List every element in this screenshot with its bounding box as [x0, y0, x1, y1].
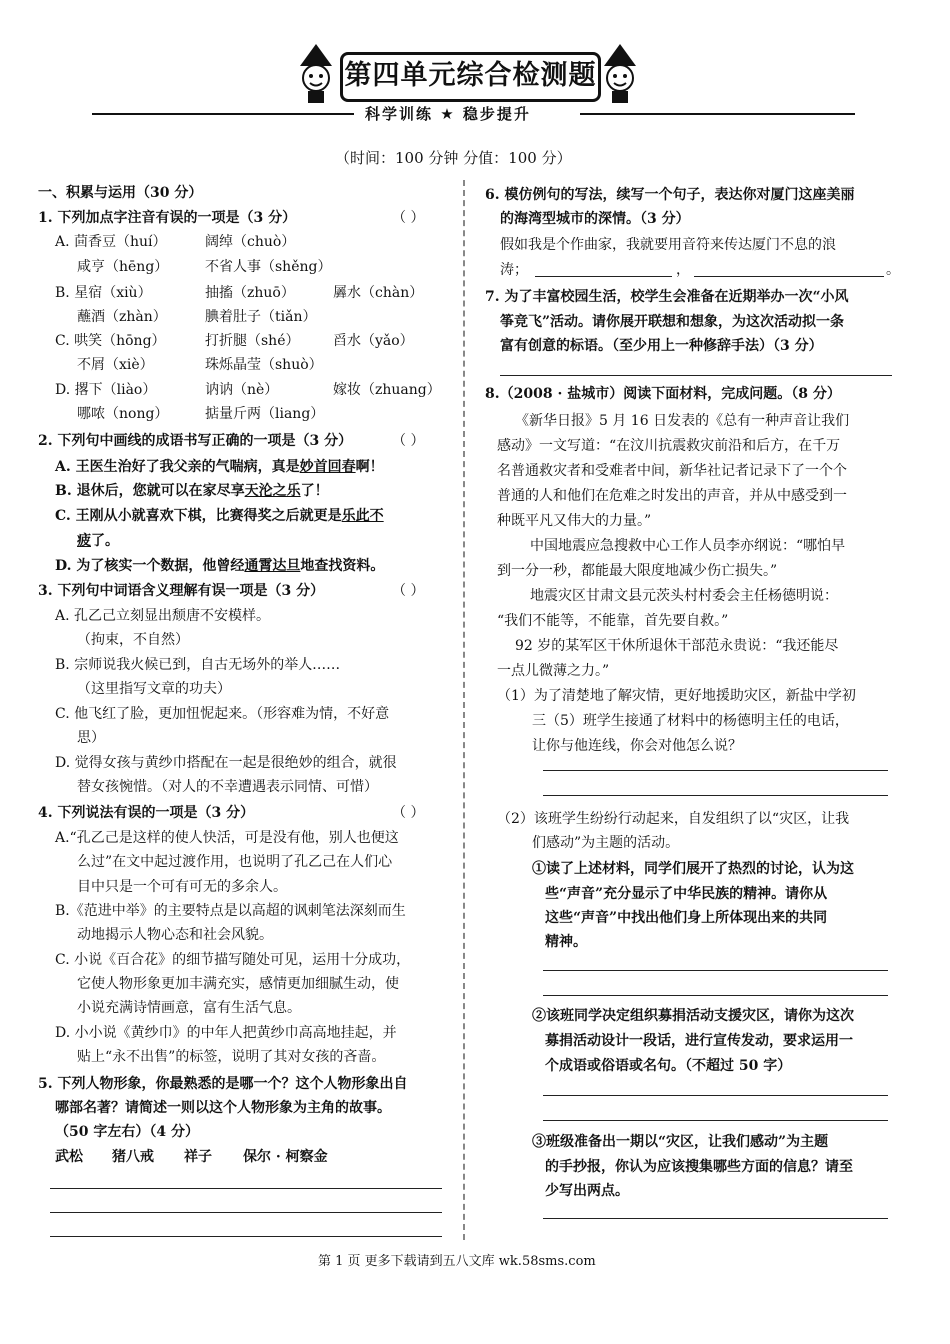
q8-passage-2: 感动》一文写道：“在汶川抗震救灾前沿和后方，在千万 — [497, 438, 841, 454]
q5-name-2: 猪八戒 — [112, 1149, 154, 1165]
q1-answer-paren[interactable]: （ ） — [392, 210, 425, 226]
q8-sub1-answer-line[interactable] — [543, 770, 888, 771]
q1-stem: 1. 下列加点字注音有误的一项是（3 分） — [38, 210, 297, 226]
q8-passage-5: 种既平凡又伟大的力量。” — [497, 513, 652, 529]
q6-line2: 的海湾型城市的深情。（3 分） — [500, 211, 690, 227]
q8-task1-answer-line[interactable] — [543, 970, 888, 971]
q1-a3: 咸亨（hēng） — [77, 259, 169, 275]
q1-a1: A. 茴香豆（huí） — [55, 234, 167, 250]
q8-sub1-line3: 让你与他连线，你会对他怎么说？ — [532, 738, 742, 754]
q3-d2: 替女孩惋惜。（对人的不幸遭遇表示同情、可惜） — [77, 779, 378, 795]
q2-option-b: B. 退休后，您就可以在家尽享天沦之乐了！ — [55, 483, 329, 499]
q8-task3-answer-line[interactable] — [543, 1218, 888, 1219]
q2-option-c-cont: 疲了。 — [77, 533, 119, 549]
q5-answer-line[interactable] — [50, 1212, 442, 1213]
q1-a2: 阔绰（chuò） — [205, 234, 296, 250]
q6-comma: ， — [676, 262, 690, 278]
q6-example: 假如我是个作曲家，我就要用音符来传达厦门不息的浪 — [500, 237, 836, 253]
q8-passage-8: 地震灾区甘肃文县元茨头村村委会主任杨德明说： — [530, 588, 838, 604]
page-title: 第四单元综合检测题 — [340, 52, 601, 102]
q5-answer-line[interactable] — [50, 1236, 442, 1237]
q1-b1: B. 星宿（xiù） — [55, 285, 152, 301]
q4-a3: 目中只是一个可有可无的多余人。 — [77, 879, 287, 895]
q6-answer-line-2[interactable] — [694, 276, 884, 277]
q8-passage-1: 《新华日报》5 月 16 日发表的《总有一种声音让我们 — [515, 413, 850, 429]
q1-b3: 羼水（chàn） — [333, 285, 424, 301]
q5-answer-line[interactable] — [50, 1188, 442, 1189]
q3-b2: （这里指写文章的功夫） — [77, 681, 231, 697]
q8-task3-line1: ③班级准备出一期以“灾区，让我们感动”为主题 — [532, 1134, 829, 1150]
q8-task1-answer-line[interactable] — [543, 995, 888, 996]
q4-a1: A.“孔乙己是这样的使人快活，可是没有他，别人也便这 — [55, 830, 399, 846]
q8-task1-line3: 这些“声音”中找出他们身上所体现出来的共同 — [545, 910, 828, 926]
q1-b5: 腆着肚子（tiǎn） — [205, 309, 317, 325]
q1-d1: D. 撂下（liào） — [55, 382, 157, 398]
q2-option-a: A. 王医生治好了我父亲的气喘病，真是妙首回春啊！ — [55, 459, 384, 475]
q4-d1: D. 小小说《黄纱巾》的中年人把黄纱巾高高地挂起，并 — [55, 1025, 397, 1041]
mascot-left-icon — [296, 44, 336, 104]
q8-task1-line4: 精神。 — [545, 934, 587, 950]
q1-b4: 蘸酒（zhàn） — [77, 309, 167, 325]
column-divider — [463, 180, 465, 1240]
q8-sub1-line1: （1）为了清楚地了解灾情，更好地援助灾区，新盐中学初 — [497, 688, 856, 704]
q3-b1: B. 宗师说我火候已到，自古无场外的举人…… — [55, 657, 341, 673]
q4-c2: 它使人物形象更加丰满充实，感情更加细腻生动，使 — [77, 976, 399, 992]
page-footer: 第 1 页 更多下载请到五八文库 wk.58sms.com — [318, 1254, 596, 1269]
q8-sub2-line1: （2）该班学生纷纷行动起来，自发组织了以“灾区，让我 — [497, 811, 850, 827]
q1-c1: C. 哄笑（hōng） — [55, 333, 166, 349]
q8-sub1-answer-line[interactable] — [543, 795, 888, 796]
q8-task3-line2: 的手抄报，你认为应该搜集哪些方面的信息？请至 — [545, 1159, 853, 1175]
subtitle-rule-left — [92, 113, 354, 115]
q3-c1: C. 他飞红了脸，更加忸怩起来。（形容难为情，不好意 — [55, 706, 390, 722]
q1-d3: 嫁妆（zhuang） — [333, 382, 441, 398]
q1-d5: 掂量斤两（liang） — [205, 406, 325, 422]
q1-c4: 不屑（xiè） — [77, 357, 154, 373]
q6-period: 。 — [886, 262, 900, 278]
q3-d1: D. 觉得女孩与黄纱巾搭配在一起是很绝妙的组合，就很 — [55, 755, 397, 771]
q8-passage-6: 中国地震应急搜救中心工作人员李亦纲说：“哪怕早 — [530, 538, 846, 554]
q4-stem: 4. 下列说法有误的一项是（3 分） — [38, 805, 255, 821]
q8-task2-answer-line[interactable] — [543, 1095, 888, 1096]
q1-a4: 不省人事（shěng） — [205, 259, 332, 275]
q8-task2-answer-line[interactable] — [543, 1120, 888, 1121]
q1-d2: 讷讷（nè） — [205, 382, 279, 398]
subtitle: 科学训练 ★ 稳步提升 — [365, 105, 531, 123]
q8-task2-line1: ②该班同学决定组织募捐活动支援灾区，请你为这次 — [532, 1008, 854, 1024]
q8-passage-9: “我们不能等，不能靠，首先要自救。” — [497, 613, 729, 629]
q4-b2: 动地揭示人物心态和社会风貌。 — [77, 927, 273, 943]
q8-task1-line2: 些“声音”充分显示了中华民族的精神。请你从 — [545, 886, 828, 902]
q5-name-4: 保尔 · 柯察金 — [243, 1149, 328, 1165]
q5-line2: 哪部名著？请简述一则以这个人物形象为主角的故事。 — [55, 1100, 391, 1116]
q3-c2: 思） — [77, 730, 105, 746]
q8-passage-4: 普通的人和他们在危难之时发出的声音，并从中感受到一 — [497, 488, 847, 504]
q7-line3: 富有创意的标语。（至少用上一种修辞手法）（3 分） — [500, 338, 823, 354]
mascot-right-icon — [600, 44, 640, 104]
q7-answer-line[interactable] — [500, 375, 892, 376]
q1-d4: 哪哝（nong） — [77, 406, 169, 422]
q4-a2: 么过”在文中起过渡作用，也说明了孔乙己在人们心 — [77, 854, 393, 870]
q3-stem: 3. 下列句中词语含义理解有误一项是（3 分） — [38, 583, 325, 599]
q1-c2: 打折腿（shé） — [205, 333, 300, 349]
q8-passage-7: 到一分一秒，都能最大限度地减少伤亡损失。” — [497, 563, 778, 579]
q5-line3: （50 字左右）（4 分） — [55, 1124, 199, 1140]
q7-line1: 7. 为了丰富校园生活，校学生会准备在近期举办一次“小风 — [485, 289, 849, 305]
q3-answer-paren[interactable]: （ ） — [392, 583, 425, 599]
q8-stem: 8.（2008 · 盐城市）阅读下面材料，完成问题。（8 分） — [485, 386, 841, 402]
q8-task3-line3: 少写出两点。 — [545, 1183, 629, 1199]
q7-line2: 筝竞飞”活动。请你展开联想和想象，为这次活动拟一条 — [500, 314, 845, 330]
q5-line1: 5. 下列人物形象，你最熟悉的是哪一个？这个人物形象出自 — [38, 1076, 408, 1092]
q2-answer-paren[interactable]: （ ） — [392, 433, 425, 449]
q1-c3: 舀水（yǎo） — [333, 333, 414, 349]
q2-stem: 2. 下列句中画线的成语书写正确的一项是（3 分） — [38, 433, 353, 449]
subtitle-rule-right — [580, 113, 855, 115]
q6-example-cont: 涛； — [500, 262, 528, 278]
q4-c1: C. 小说《百合花》的细节描写随处可见，运用十分成功， — [55, 952, 411, 968]
q8-task2-line3: 个成语或俗语或名句。（不超过 50 字） — [545, 1058, 792, 1074]
q8-passage-3: 名普通救灾者和受难者中间，新华社记者记录下了一个个 — [497, 463, 847, 479]
q8-task1-line1: ①读了上述材料，同学们展开了热烈的讨论，认为这 — [532, 861, 854, 877]
q5-name-1: 武松 — [55, 1149, 83, 1165]
q8-sub1-line2: 三（5）班学生接通了材料中的杨德明主任的电话， — [532, 713, 849, 729]
q1-c5: 珠烁晶莹（shuò） — [205, 357, 323, 373]
q4-c3: 小说充满诗情画意，富有生活气息。 — [77, 1000, 301, 1016]
q5-name-3: 祥子 — [184, 1149, 212, 1165]
section-heading: 一、积累与运用（30 分） — [38, 185, 203, 201]
q2-option-c: C. 王刚从小就喜欢下棋，比赛得奖之后就更是乐此不 — [55, 508, 384, 524]
exam-meta: （时间：100 分钟 分值：100 分） — [335, 149, 572, 167]
q6-answer-line-1[interactable] — [535, 276, 672, 277]
q8-task2-line2: 募捐活动设计一段话，进行宣传发动，要求运用一 — [545, 1033, 853, 1049]
q4-d2: 贴上“永不出售”的标签，说明了其对女孩的吝啬。 — [77, 1049, 386, 1065]
q6-line1: 6. 模仿例句的写法，续写一个句子，表达你对厦门这座美丽 — [485, 187, 855, 203]
q4-b1: B.《范进中举》的主要特点是以高超的讽刺笔法深刻而生 — [55, 903, 406, 919]
q8-passage-10: 92 岁的某军区干休所退休干部范永贵说：“我还能尽 — [515, 638, 839, 654]
q8-passage-11: 一点儿微薄之力。” — [497, 663, 610, 679]
q2-option-d: D. 为了核实一个数据，他曾经通霄达旦地查找资料。 — [55, 558, 385, 574]
q3-a1: A. 孔乙己立刻显出颓唐不安模样。 — [55, 608, 271, 624]
q4-answer-paren[interactable]: （ ） — [392, 805, 425, 821]
q3-a2: （拘束，不自然） — [77, 632, 189, 648]
q8-sub2-line2: 们感动”为主题的活动。 — [532, 835, 680, 851]
q1-b2: 抽搐（zhuō） — [205, 285, 295, 301]
